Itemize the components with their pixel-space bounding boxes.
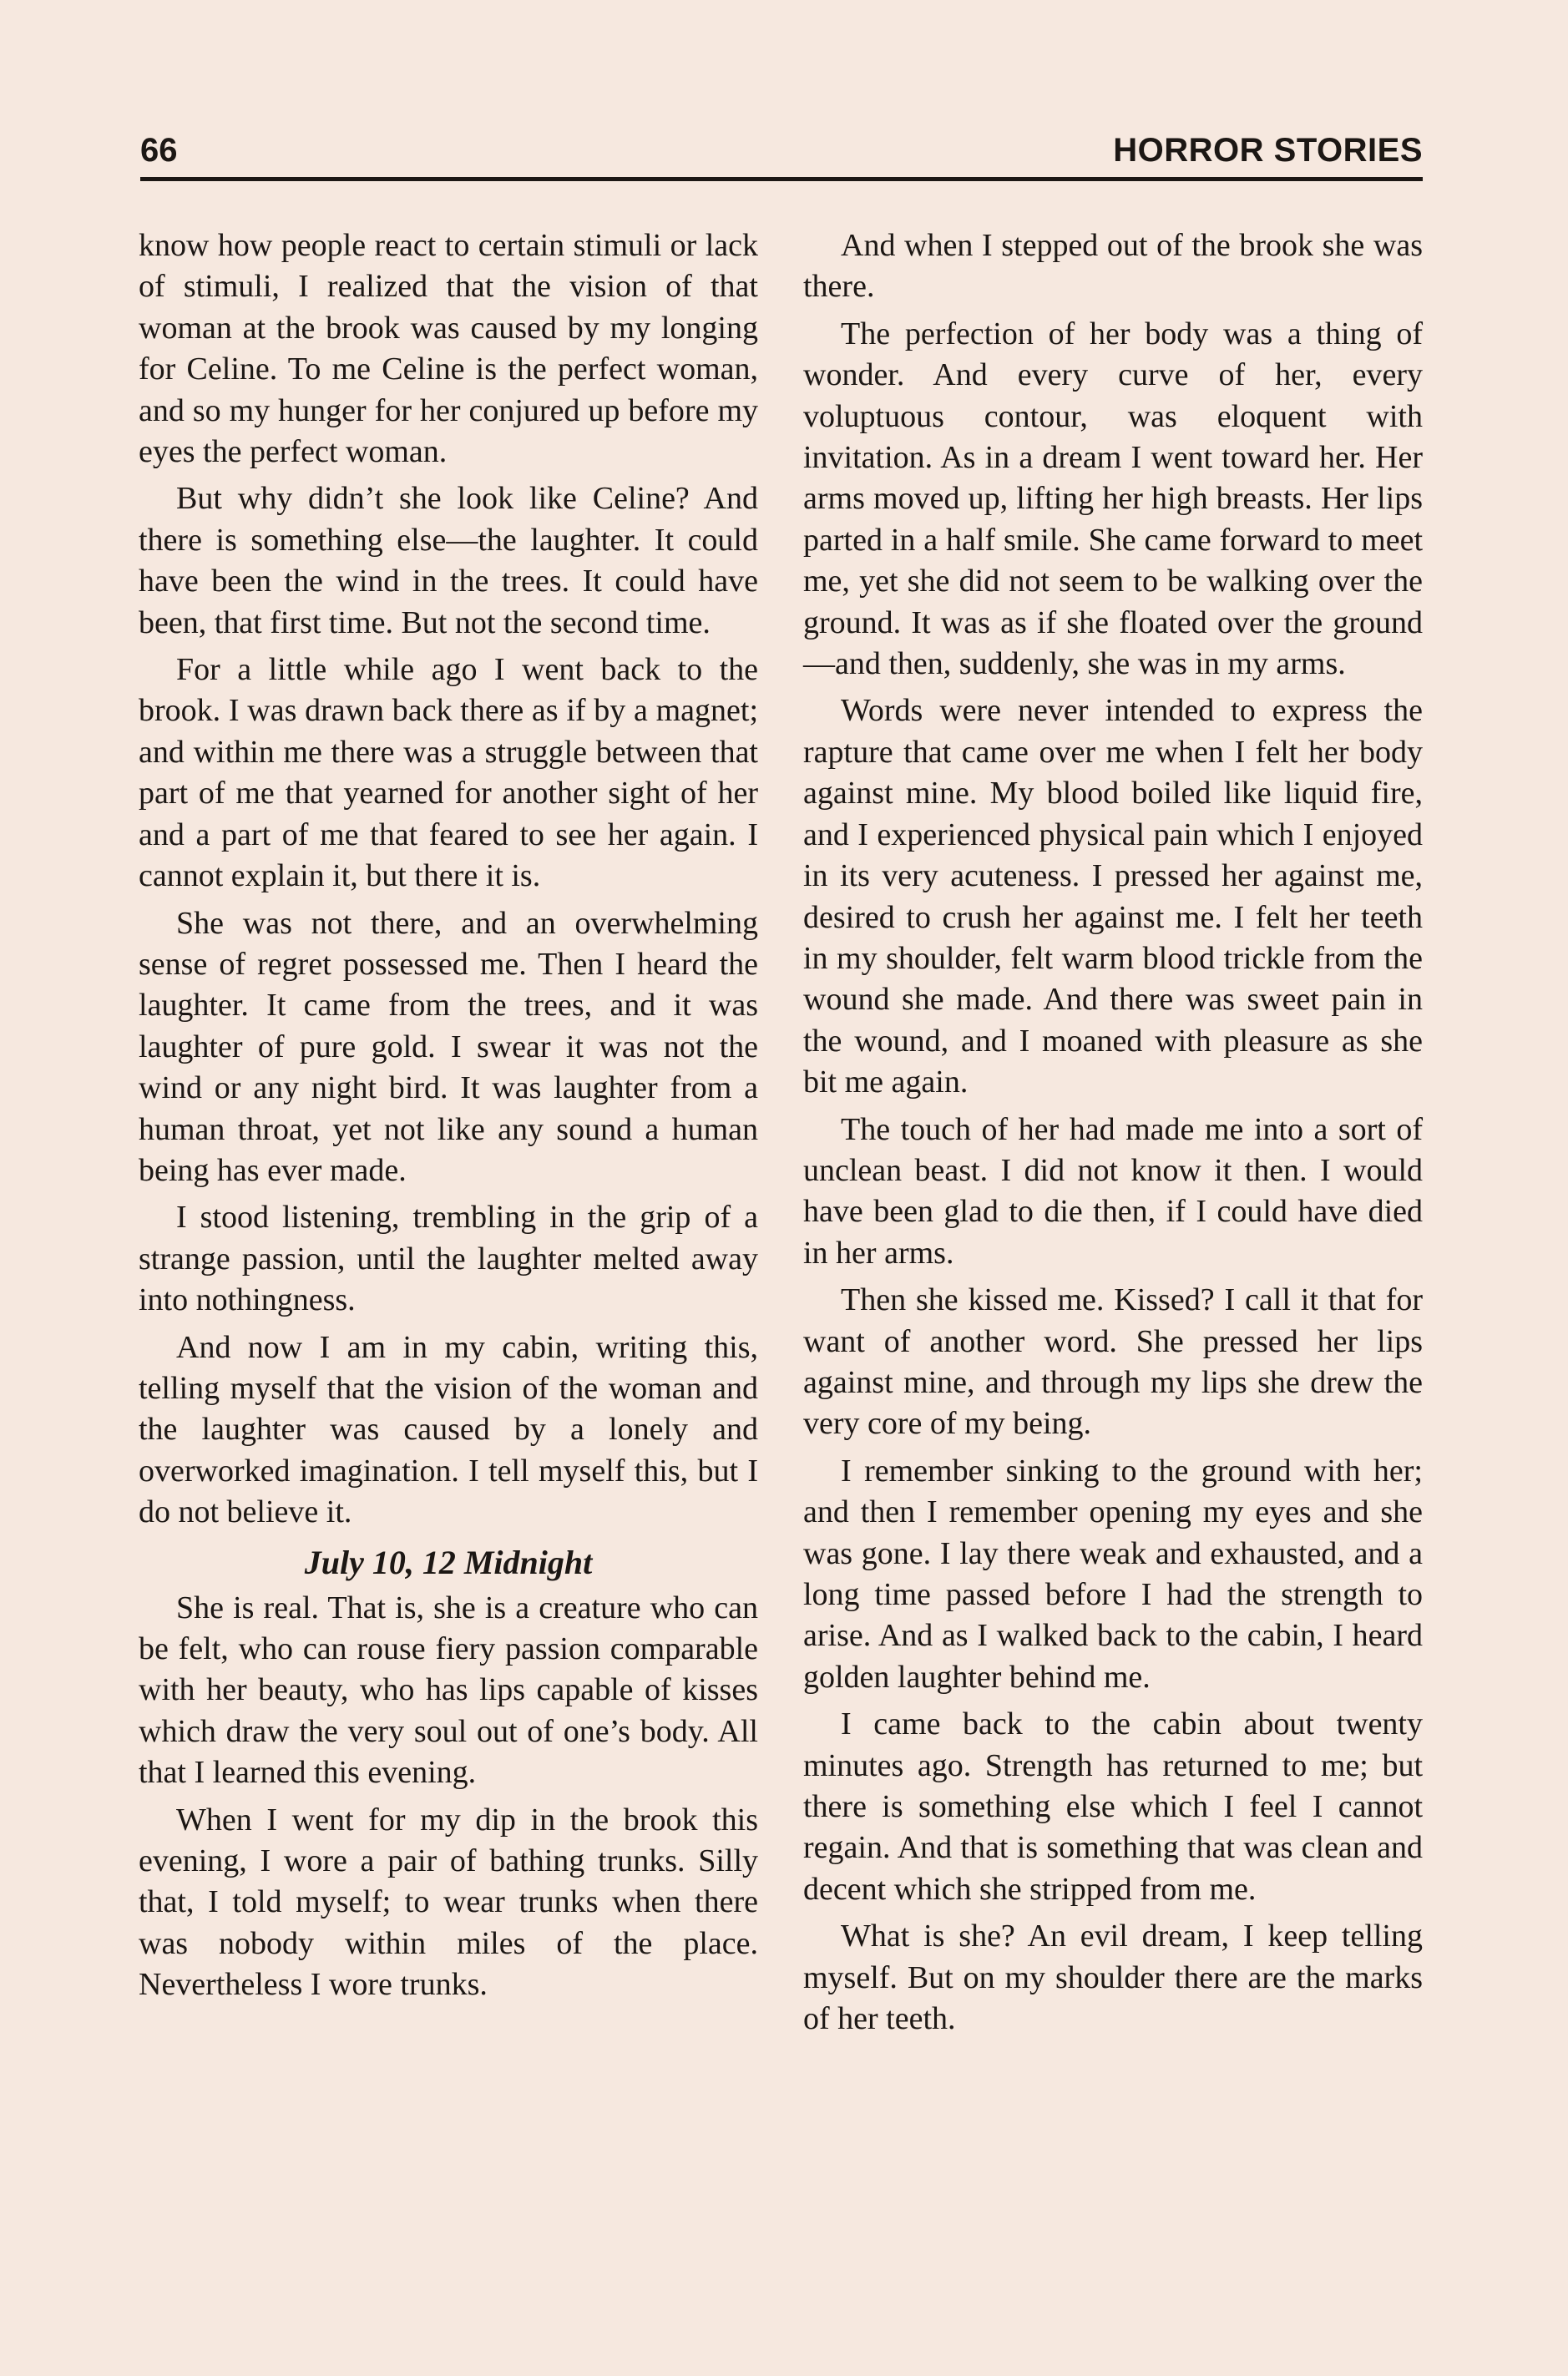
page-number: 66 [140,132,178,169]
right-column [803,225,1423,2045]
header-rule [140,177,1423,181]
paragraph: The perfection of her body was a thing of wonder. And every curve of her, every voluptuous contour, was eloquent with invitation. As in a dream I went toward her. Her arms moved up, lifting her high breasts. Her lips parted in a half smile. She came forward to meet me, yet she did not seem to be walking over the ground. It was as if she floated over the ground—and then, suddenly, she was in my arms. [803,316,1423,682]
paragraph: She is real. That is, she is a creature who can be felt, who can rouse fiery passion comparable with her beauty, who has lips capable of kisses which draw the very soul out of one’s body. All that I learned this evening. [139,1590,758,1791]
paragraph: I came back to the cabin about twenty minutes ago. Strength has returned to me; but there is something else which I feel I cannot regain. And that is something that was clean and decent which she stripped from me. [803,1706,1423,1907]
paragraph: She was not there, and an overwhelming sense of regret possessed me. Then I heard the laughter. It came from the trees, and it was laughter of pure gold. I swear it was not the wind or any night bird. It was laughter from a human throat, yet not like any sound a human being has ever made. [139,905,758,1188]
page-header [140,125,1423,175]
paragraph: And when I stepped out of the brook she was there. [803,228,1423,305]
paragraph: For a little while ago I went back to the brook. I was drawn back there as if by a magnet; and within me there was a struggle between that part of me that yearned for another sight of her and a part of me that feared to see her again. I cannot explain it, but there it is. [139,652,758,894]
left-column [139,225,758,2012]
paragraph: But why didn’t she look like Celine? And there is something else—the laughter. It could have been the wind in the trees. It could have been, that first time. But not the second time. [139,481,758,640]
paragraph: Words were never intended to express the rapture that came over me when I felt her body against mine. My blood boiled like liquid fire, and I experienced physical pain which I enjoyed in its very acuteness. I pressed her against me, desired to crush her against me. I felt her teeth in my shoulder, felt warm blood trickle from the wound she made. And there was sweet pain in the wound, and I moaned with pleasure as she bit me again. [803,693,1423,1100]
paragraph: I remember sinking to the ground with her; and then I remember opening my eyes and she was gone. I lay there weak and exhausted, and a long time passed before I had the strength to arise. And as I walked back to the cabin, I heard golden laughter behind me. [803,1453,1423,1695]
running-head: HORROR STORIES [1113,132,1423,169]
paragraph: I stood listening, trembling in the grip of a strange passion, until the laughter melted away into nothingness. [139,1200,758,1318]
section-heading: July 10, 12 Midnight [304,1543,593,1581]
paragraph: What is she? An evil dream, I keep telling myself. But on my shoulder there are the marks of her teeth. [803,1918,1423,2037]
paragraph: know how people react to certain stimuli or lack of stimuli, I realized that the vision of that woman at the brook was caused by my longing for Celine. To me Celine is the perfect woman, and so my hunger for her conjured up before my eyes the perfect woman. [139,228,758,470]
paragraph: And now I am in my cabin, writing this, telling myself that the vision of the woman and the laughter was caused by a lonely and overworked imagination. I tell myself this, but I do not believe it. [139,1329,758,1530]
paragraph: The touch of her had made me into a sort of unclean beast. I did not know it then. I would have been glad to die then, if I could have died in her arms. [803,1111,1423,1271]
paragraph: Then she kissed me. Kissed? I call it that for want of another word. She pressed her lips against mine, and through my lips she drew the very core of my being. [803,1282,1423,1442]
paragraph: When I went for my dip in the brook this evening, I wore a pair of bathing trunks. Silly that, I told myself; to wear trunks when there was nobody within miles of the place. Nevertheless I wore trunks. [139,1802,758,2003]
